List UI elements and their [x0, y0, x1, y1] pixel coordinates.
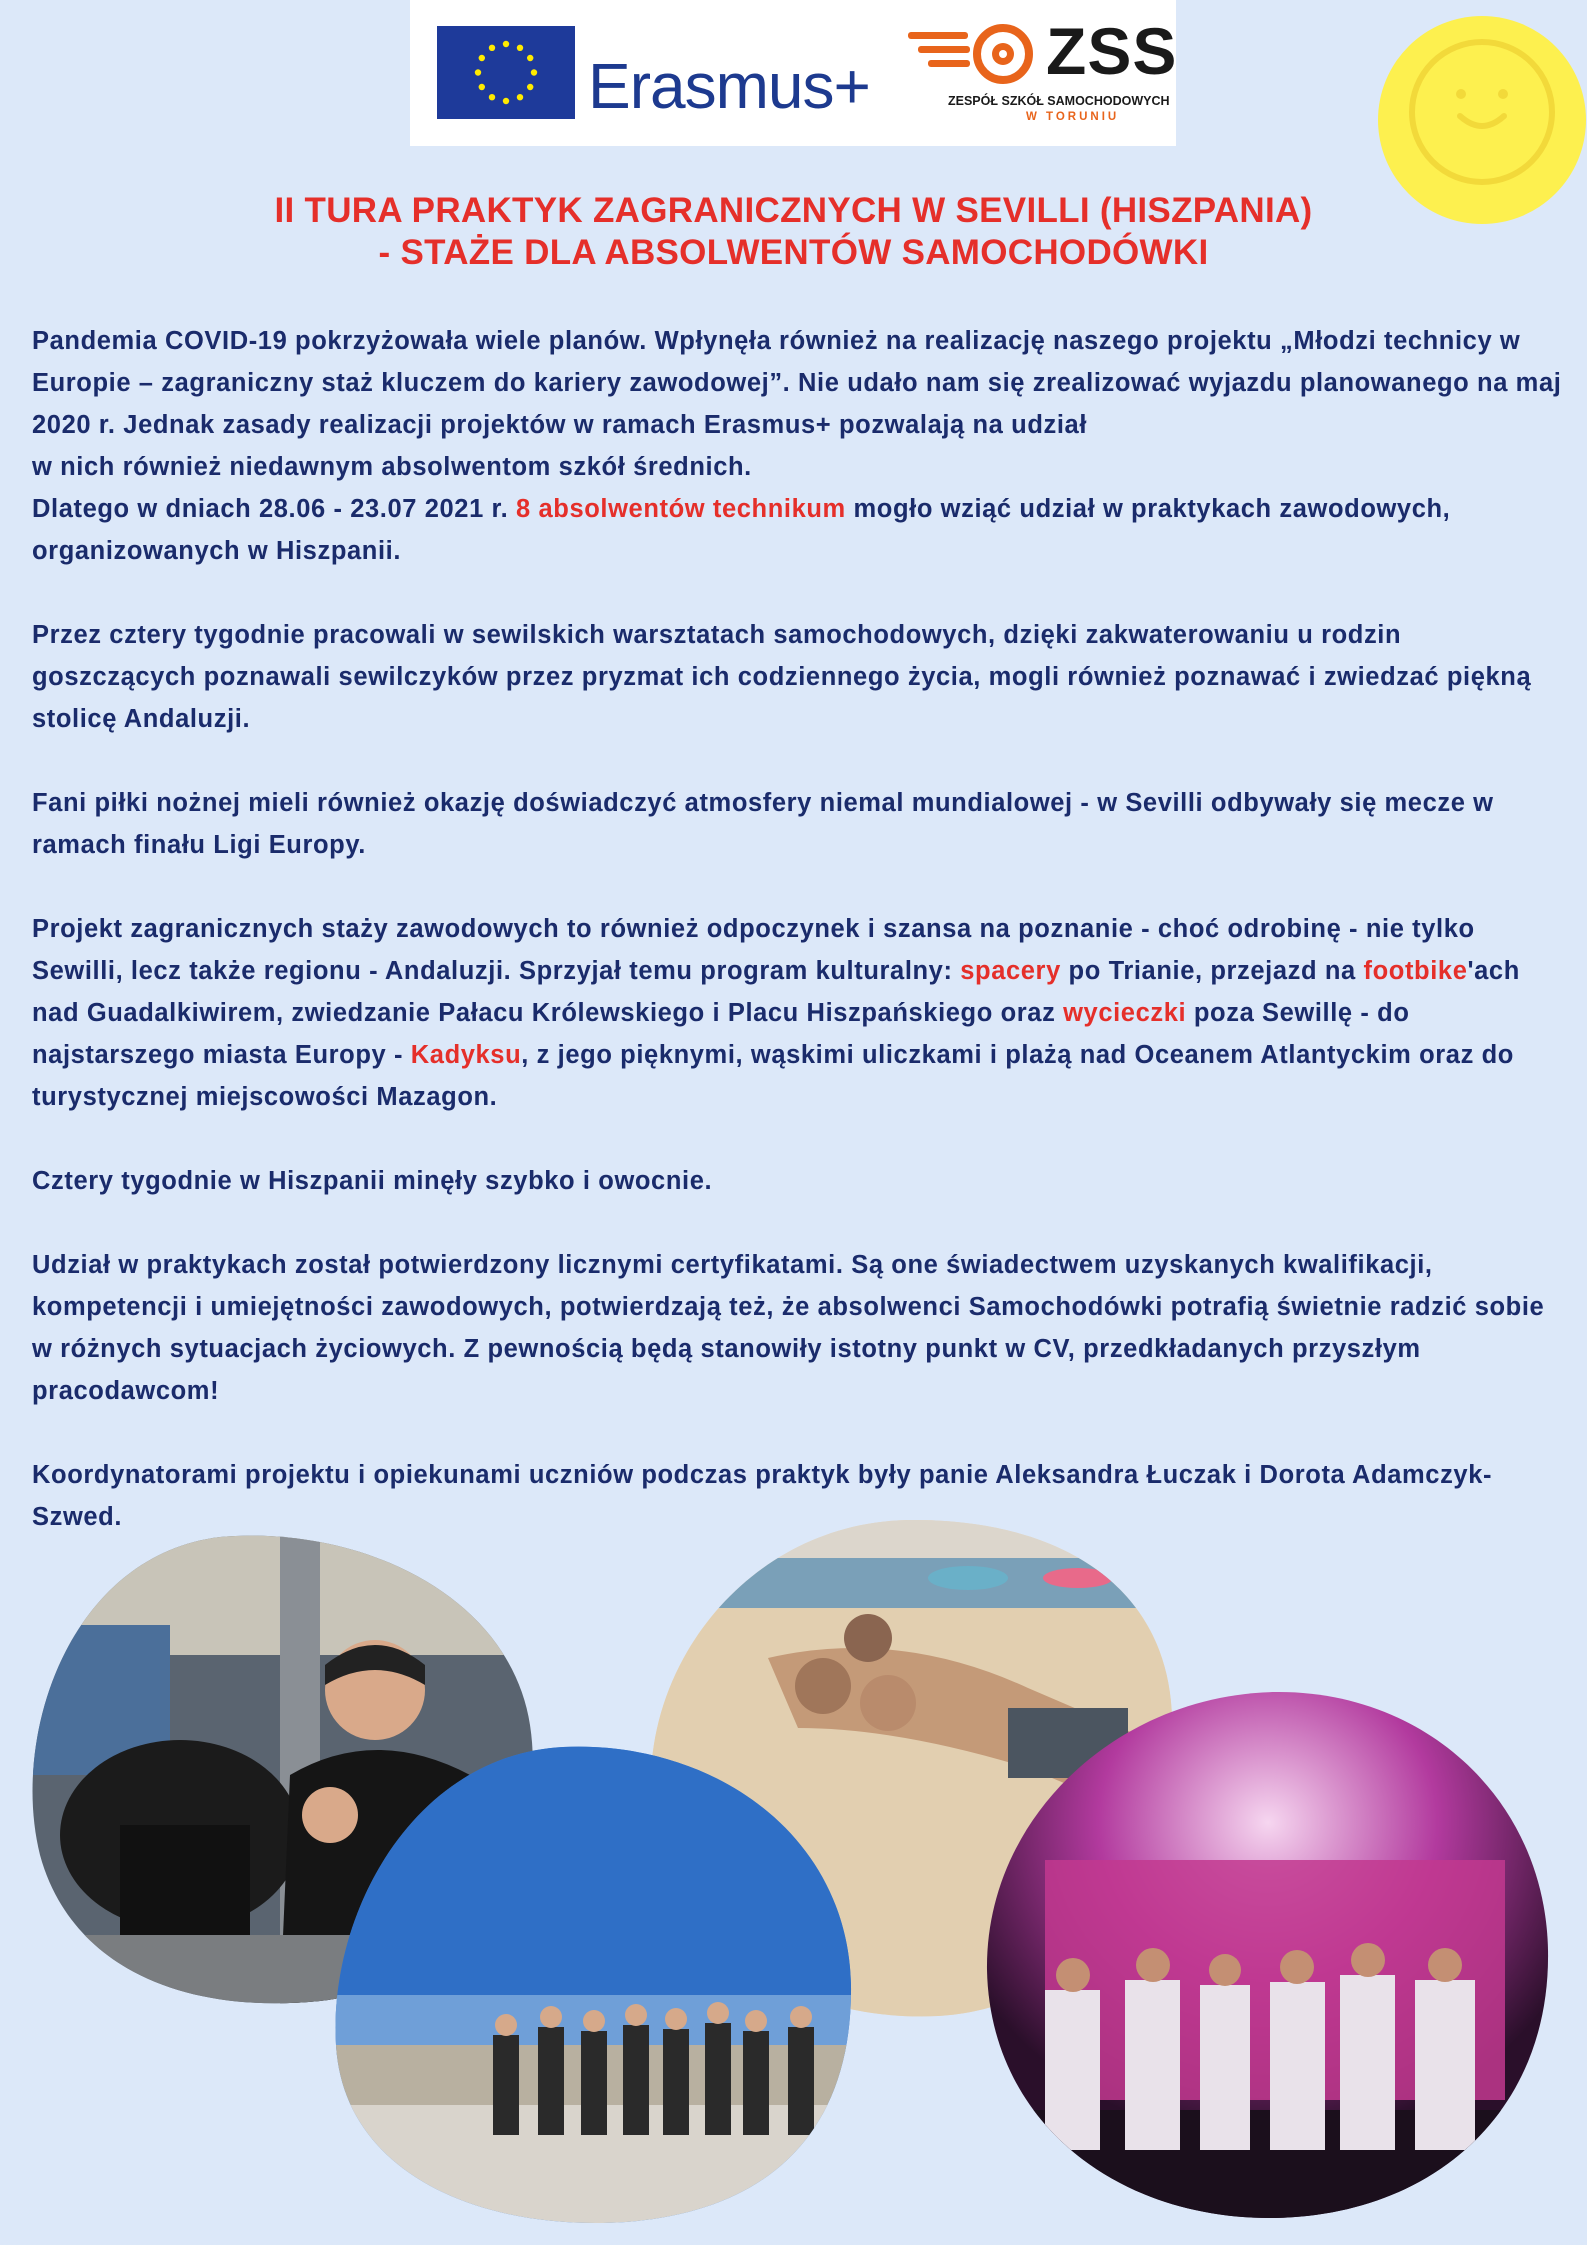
- text-run: poza Sewillę - do najstarszego miasta Europy -: [32, 999, 1410, 1069]
- eu-flag-icon: [437, 26, 575, 119]
- logo-bar: [410, 0, 1176, 146]
- text-run: , z jego pięknymi, wąskimi uliczkami i plażą nad Oceanem Atlantyckim oraz do turystycznej miejscowości Mazagon.: [32, 1041, 1514, 1111]
- text-run: Projekt zagranicznych staży zawodowych to również odpoczynek i szansa na poznanie - choć odrobinę - nie tylko Sewilli, lecz także regionu - Andaluzji. Sprzyjał temu program kulturalny:: [32, 915, 1475, 985]
- paragraph-workshops: Przez cztery tygodnie pracowali w sewilskich warsztatach samochodowych, dzięki zakwaterowaniu u rodzin goszczących poznawali sewilczyków przez pryzmat ich codziennego życia, mogli również poznawać i zwiedzać piękną stolicę Andaluzji.: [32, 621, 1532, 733]
- zss-logo-subtitle: ZESPÓŁ SZKÓŁ SAMOCHODOWYCH: [948, 94, 1170, 108]
- photo-concert: [985, 1690, 1551, 2220]
- paragraph-football: Fani piłki nożnej mieli również okazję doświadczyć atmosfery niemal mundialowej - w Sevilli odbywały się mecze w ramach finału Ligi Europy.: [32, 789, 1494, 859]
- paragraph-coordinators: Koordynatorami projektu i opiekunami uczniów podczas praktyk były panie Aleksandra Łuczak i Dorota Adamczyk-Szwed.: [32, 1461, 1493, 1531]
- text-run: w nich również niedawnym absolwentom szkół średnich.: [32, 453, 752, 481]
- text-run: Dlatego w dniach 28.06 - 23.07 2021 r.: [32, 495, 517, 523]
- page-title: [60, 190, 1527, 274]
- highlight-walks: spacery: [960, 957, 1061, 985]
- erasmus-logo-text: Erasmus+: [588, 50, 870, 122]
- title-line-1: II TURA PRAKTYK ZAGRANICZNYCH W SEVILLI (HISZPANIA): [274, 191, 1313, 230]
- text-run: po Trianie, przejazd na: [1060, 957, 1364, 985]
- wheel-icon: [908, 24, 1038, 94]
- text-run: mogło wziąć udział w praktykach zawodowych, organizowanych w Hiszpanii.: [32, 495, 1451, 565]
- highlight-cadiz: Kadyksu: [410, 1041, 522, 1069]
- zss-logo: [918, 14, 1178, 132]
- photo-sevilla-rooftop: [333, 1745, 853, 2225]
- zss-logo-city: W TORUNIU: [1026, 111, 1120, 123]
- paragraph-intro: [32, 320, 1562, 572]
- highlight-footbike: footbike: [1363, 957, 1468, 985]
- paragraph-certificates: Udział w praktykach został potwierdzony licznymi certyfikatami. Są one świadectwem uzyskanych kwalifikacji, kompetencji i umiejętności zawodowych, potwierdzają też, że absolwenci Samochodówki potrafią świetnie radzić sobie w różnych sytuacjach życiowych. Z pewnością będą stanowiły istotny punkt w CV, przedkładanych przyszłym pracodawcom!: [32, 1251, 1545, 1405]
- article-body: [32, 320, 1562, 1580]
- highlight-trips: wycieczki: [1063, 999, 1187, 1027]
- zss-logo-text: ZSS: [1046, 14, 1178, 88]
- paragraph-culture: [32, 908, 1562, 1118]
- paragraph-summary: Cztery tygodnie w Hiszpanii minęły szybko i owocnie.: [32, 1167, 713, 1195]
- highlight-graduates: 8 absolwentów technikum: [516, 495, 846, 523]
- text-run: 'ach nad Guadalkiwirem, zwiedzanie Pałacu Królewskiego i Placu Hiszpańskiego oraz: [32, 957, 1520, 1027]
- title-line-2: - STAŻE DLA ABSOLWENTÓW SAMOCHODÓWKI: [378, 233, 1209, 272]
- text-run: Pandemia COVID-19 pokrzyżowała wiele planów. Wpłynęła również na realizację naszego projektu „Młodzi technicy w Europie – zagraniczny staż kluczem do kariery zawodowej”. Nie udało nam się zrealizować wyjazdu planowanego na maj 2020 r. Jednak zasady realizacji projektów w ramach Erasmus+ pozwalają na udział: [32, 327, 1562, 439]
